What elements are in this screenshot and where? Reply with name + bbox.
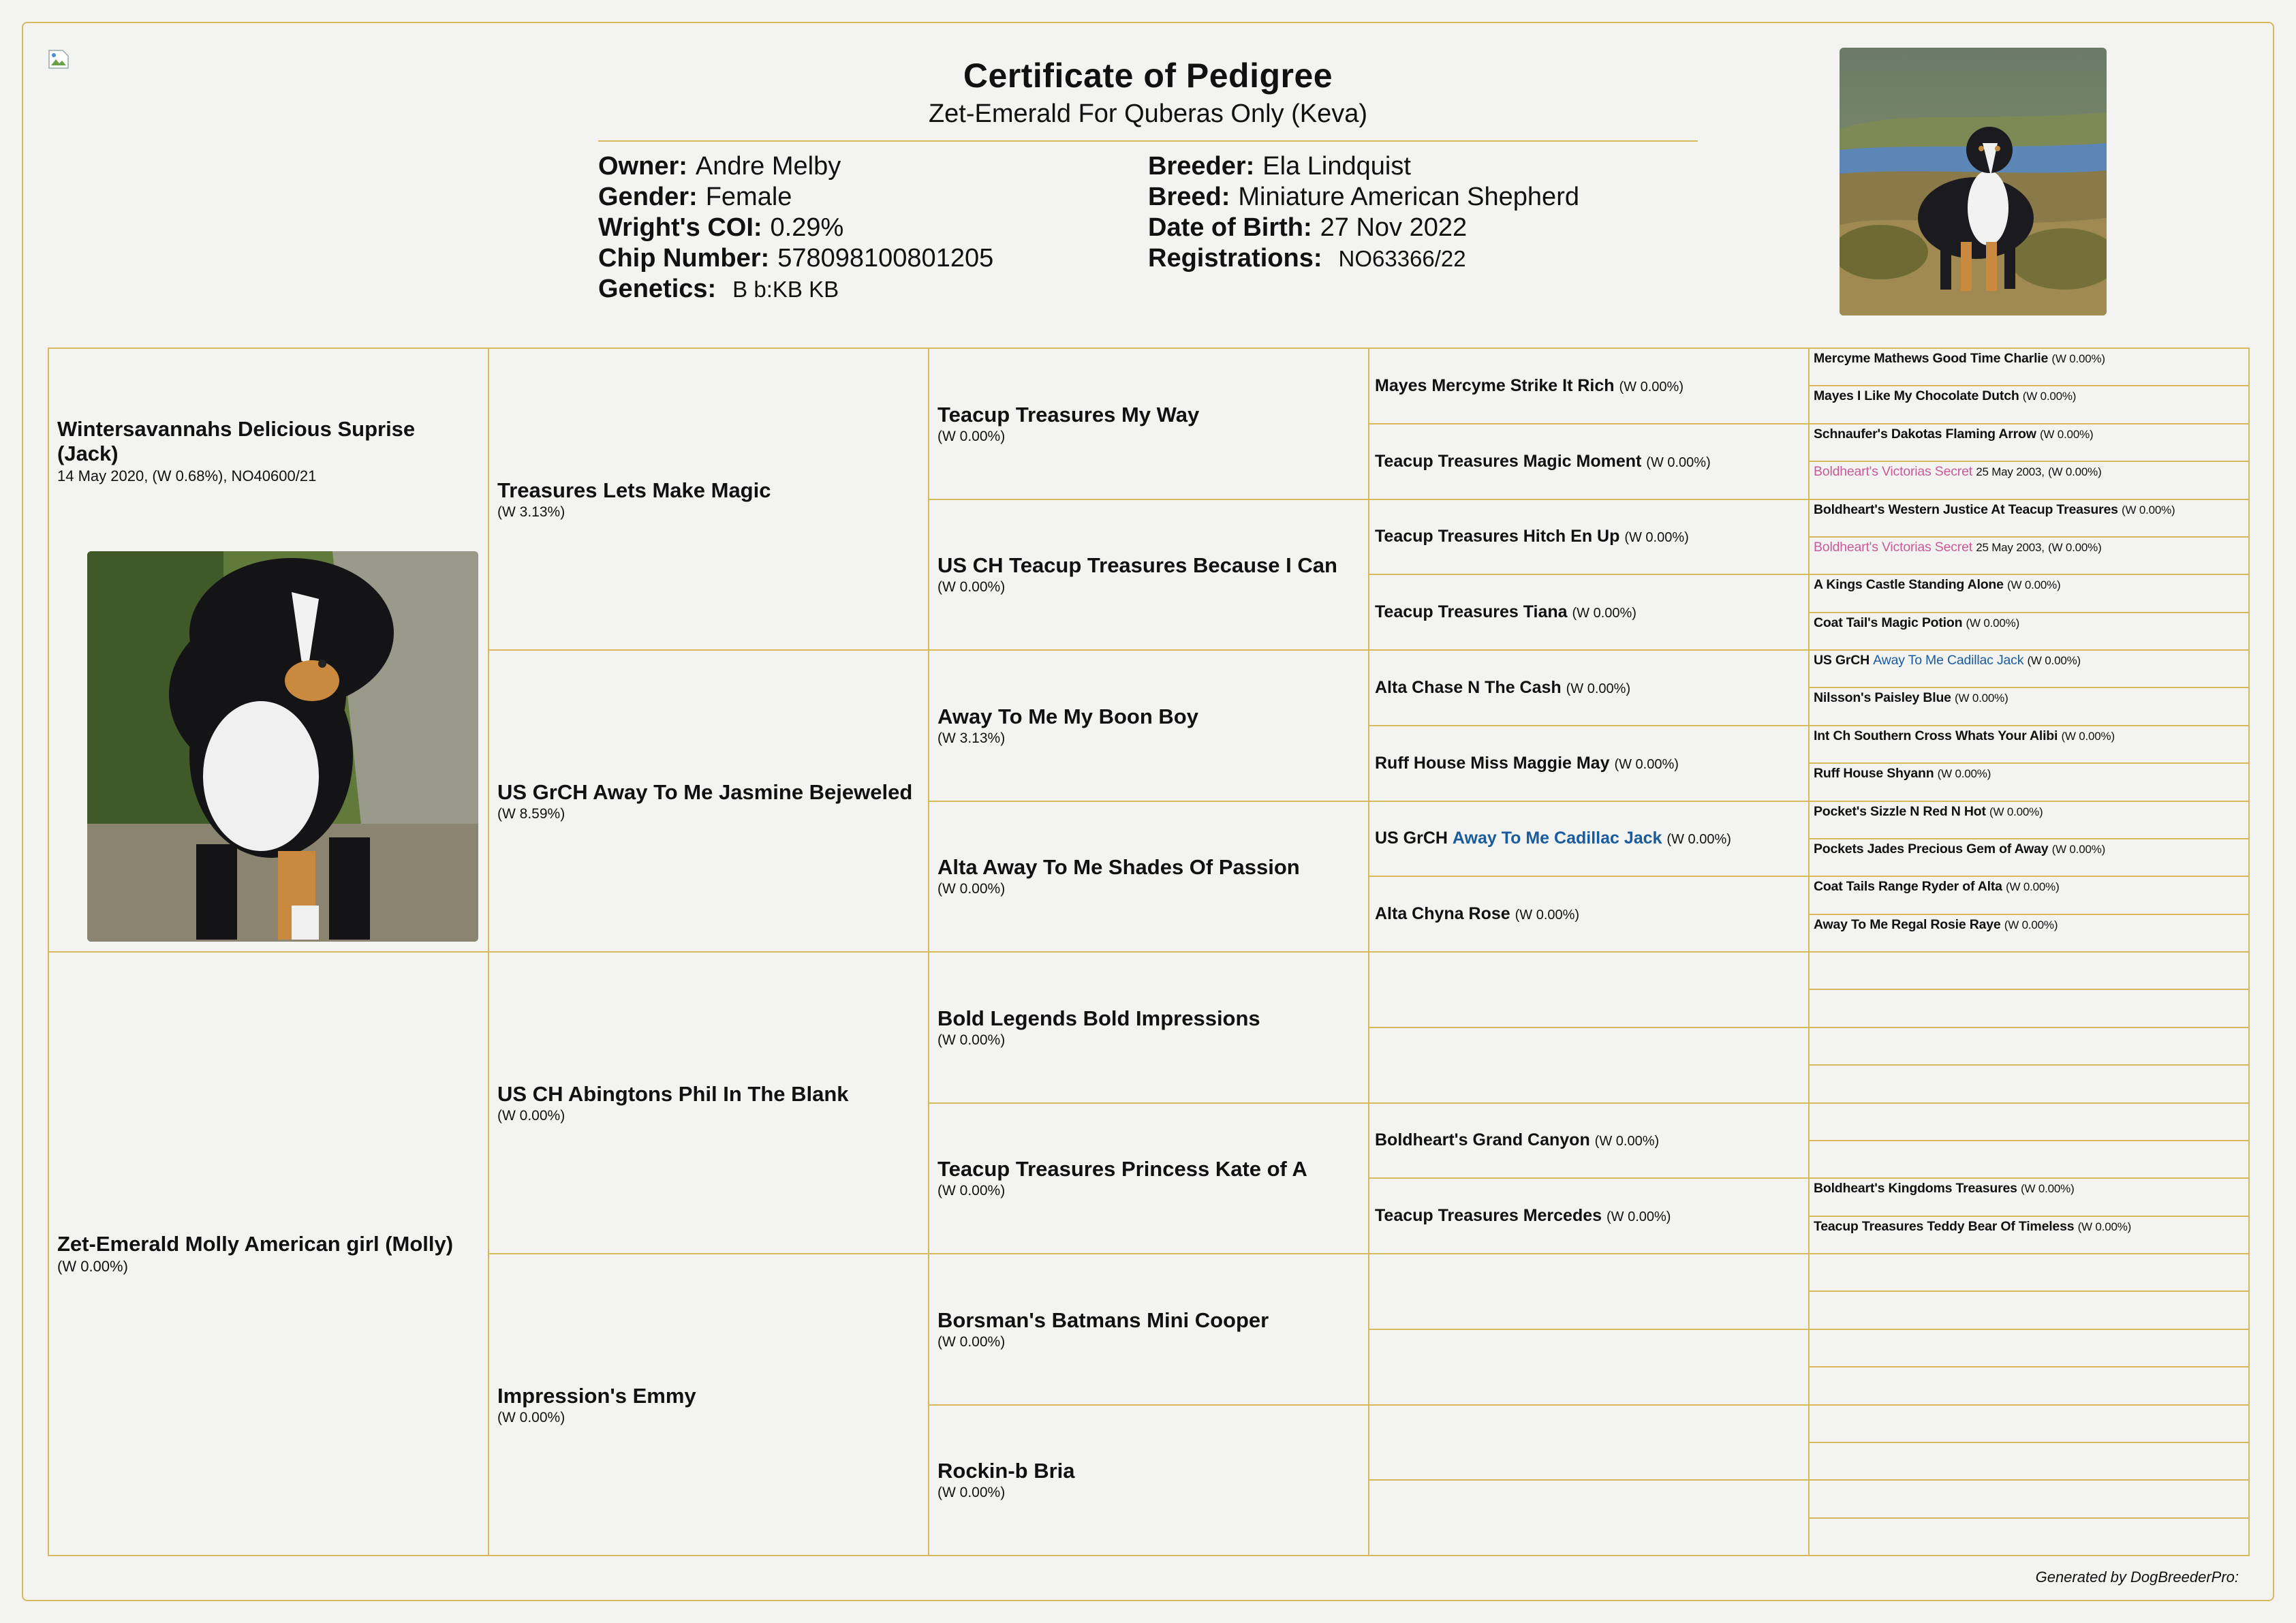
pedigree-cell-gen4: [1368, 649, 1810, 726]
ancestor-name: Boldheart's Grand Canyon: [1375, 1130, 1590, 1150]
ancestor-entry: [1814, 502, 2244, 518]
pedigree-cell-gen4: [1368, 876, 1810, 953]
ancestor-coi: (W 0.00%): [2006, 880, 2060, 894]
ancestor-name: Teacup Treasures Mercedes: [1375, 1206, 1602, 1226]
pedigree-cell-gen5: [1808, 1329, 2250, 1367]
pedigree-cell-gen4: [1368, 499, 1810, 576]
ancestor-entry: [1814, 615, 2244, 631]
breed-row: Breed: Miniature American Shepherd: [1148, 183, 1579, 211]
ancestor-entry: [1814, 653, 2244, 668]
pedigree-cell-gen5: [1808, 762, 2250, 801]
pedigree-cell-gen5: [1808, 1253, 2250, 1292]
ancestor-details: (W 0.00%): [937, 881, 1006, 897]
pedigree-cell-gen5: [1808, 1404, 2250, 1443]
ancestor-coi: (W 0.00%): [2007, 578, 2061, 592]
ancestor-entry: [1814, 427, 2244, 442]
date-of-birth-row: Date of Birth: 27 Nov 2022: [1148, 213, 1468, 242]
ancestor-name: Teacup Treasures My Way: [937, 402, 1200, 427]
ancestor-coi: (W 0.00%): [1572, 606, 1636, 621]
pedigree-cell-gen5: [1808, 1290, 2250, 1329]
pedigree-cell-gen5: [1808, 1102, 2250, 1141]
owner-row: Owner: Andre Melby: [598, 152, 841, 181]
pedigree-table: [48, 347, 2248, 1555]
pedigree-cell-gen4: [1368, 423, 1810, 500]
pedigree-cell-gen5: [1808, 725, 2250, 764]
gender-row: Gender: Female: [598, 183, 792, 211]
ancestor-entry: [1814, 540, 2244, 555]
ancestor-details: (W 3.13%): [497, 504, 565, 520]
pedigree-cell-gen2: [488, 951, 929, 1254]
title-prefix: US GrCH: [1814, 653, 1870, 668]
ancestor-coi: (W 0.00%): [2051, 842, 2106, 856]
pedigree-cell-gen4: [1368, 1253, 1810, 1330]
ancestor-name: Teacup Treasures Tiana: [1375, 602, 1568, 622]
ancestor-name: Boldheart's Western Justice At Teacup Treasures: [1814, 501, 2118, 517]
ancestor-name: Boldheart's Kingdoms Treasures: [1814, 1181, 2017, 1196]
ancestor-coi: (W 0.00%): [2039, 427, 2094, 441]
ancestor-birthdate: 25 May 2003,: [1976, 465, 2045, 479]
pedigree-cell-gen3: [928, 951, 1369, 1104]
ancestor-birthdate: 25 May 2003,: [1976, 540, 2045, 554]
pedigree-cell-gen4: [1368, 1102, 1810, 1179]
ancestor-entry: [1814, 766, 2244, 782]
ancestor-coi: (W 0.00%): [2004, 918, 2058, 931]
ancestor-coi: (W 0.00%): [2048, 465, 2102, 479]
ancestor-name: A Kings Castle Standing Alone: [1814, 577, 2004, 593]
breeder-row: Breeder: Ela Lindquist: [1148, 152, 1411, 181]
pedigree-cell-gen3: [928, 1404, 1369, 1557]
genetics-row: Genetics: B b:KB KB: [598, 275, 839, 303]
ancestor-coi: (W 0.00%): [2051, 352, 2105, 365]
ancestor-entry: [1814, 841, 2244, 857]
ancestor-name: Schnaufer's Dakotas Flaming Arrow: [1814, 426, 2036, 442]
pedigree-cell-gen4: [1368, 1027, 1810, 1104]
ancestor-name: Boldheart's Victorias Secret: [1814, 539, 1972, 555]
pedigree-cell-gen3: [928, 649, 1369, 802]
ancestor-coi: (W 0.00%): [2122, 503, 2175, 516]
ancestor-name: Rockin-b Bria: [937, 1459, 1075, 1483]
pedigree-cell-gen5: [1808, 536, 2250, 575]
ancestor-coi: (W 0.00%): [1955, 692, 2008, 705]
ancestor-name: Away To Me My Boon Boy: [937, 704, 1198, 728]
ancestor-name: Nilsson's Paisley Blue: [1814, 690, 1951, 706]
pedigree-cell-gen5: [1808, 347, 2250, 386]
ancestor-entry: [1375, 754, 1803, 773]
ancestor-name: Teacup Treasures Princess Kate of A: [937, 1157, 1307, 1181]
ancestor-entry: [1375, 829, 1803, 848]
pedigree-cell-gen4: [1368, 1404, 1810, 1481]
pedigree-cell-gen3: [928, 347, 1369, 500]
ancestor-entry: [1814, 879, 2244, 895]
ancestor-name: Impression's Emmy: [497, 1383, 696, 1408]
ancestor-name: Pockets Jades Precious Gem of Away: [1814, 841, 2049, 856]
pedigree-cell-gen5: [1808, 989, 2250, 1027]
ancestor-details: (W 0.00%): [937, 579, 1006, 596]
ancestor-name: Away To Me Cadillac Jack: [1873, 653, 2024, 668]
ancestor-entry: [1814, 728, 2244, 744]
ancestor-name: Mercyme Mathews Good Time Charlie: [1814, 351, 2049, 366]
pedigree-cell-gen5: [1808, 1216, 2250, 1254]
dog-name-subtitle: Zet-Emerald For Quberas Only (Keva): [928, 99, 1368, 128]
sire-photo: [87, 551, 478, 942]
pedigree-cell-gen5: [1808, 1177, 2250, 1216]
ancestor-name: Coat Tail's Magic Potion: [1814, 615, 1963, 630]
pedigree-cell-gen4: [1368, 951, 1810, 1028]
pedigree-cell-gen5: [1808, 499, 2250, 538]
pedigree-cell-gen5: [1808, 914, 2250, 953]
pedigree-cell-gen5: [1808, 385, 2250, 424]
ancestor-coi: (W 0.00%): [2077, 1220, 2132, 1233]
coi-row: Wright's COI: 0.29%: [598, 213, 844, 242]
ancestor-details: (W 0.00%): [497, 1107, 565, 1124]
ancestor-entry: [1814, 1181, 2244, 1196]
pedigree-cell-gen4: [1368, 725, 1810, 802]
ancestor-coi: (W 0.00%): [1666, 832, 1731, 848]
pedigree-cell-gen2: [488, 347, 929, 651]
pedigree-cell-gen5: [1808, 461, 2250, 499]
pedigree-cell-gen5: [1808, 876, 2250, 914]
pedigree-cell-gen5: [1808, 574, 2250, 613]
ancestor-coi: (W 0.00%): [1624, 530, 1689, 546]
ancestor-entry: [1375, 678, 1803, 698]
ancestor-name: Alta Chyna Rose: [1375, 904, 1510, 924]
ancestor-coi: (W 0.00%): [2027, 654, 2081, 667]
ancestor-details: (W 0.00%): [937, 1032, 1006, 1048]
ancestor-coi: (W 0.00%): [2048, 540, 2102, 554]
pedigree-cell-gen5: [1808, 1517, 2250, 1556]
ancestor-entry: [1814, 388, 2244, 404]
ancestor-coi: (W 0.00%): [2061, 729, 2115, 743]
ancestor-entry: [1375, 602, 1803, 622]
ancestor-details: (W 0.00%): [57, 1258, 128, 1275]
chip-number-row: Chip Number: 578098100801205: [598, 244, 994, 273]
ancestor-coi: (W 0.00%): [2022, 390, 2077, 403]
title-prefix: US GrCH: [1375, 829, 1448, 848]
pedigree-cell-gen1: [48, 951, 489, 1556]
ancestor-coi: (W 0.00%): [1607, 1209, 1671, 1225]
pedigree-cell-gen5: [1808, 1140, 2250, 1179]
ancestor-name: Ruff House Miss Maggie May: [1375, 753, 1610, 773]
ancestor-coi: (W 0.00%): [1566, 681, 1631, 696]
ancestor-coi: (W 0.00%): [1989, 805, 2043, 818]
ancestor-details: (W 8.59%): [497, 805, 565, 822]
ancestor-name: Bold Legends Bold Impressions: [937, 1006, 1260, 1030]
ancestor-details: (W 0.00%): [937, 428, 1006, 444]
pedigree-cell-gen5: [1808, 423, 2250, 462]
ancestor-name: Alta Away To Me Shades Of Passion: [937, 855, 1300, 880]
ancestor-name: US CH Abingtons Phil In The Blank: [497, 1081, 849, 1106]
ancestor-coi: (W 0.00%): [1646, 454, 1711, 470]
ancestor-entry: [1375, 904, 1803, 924]
ancestor-name: Mayes Mercyme Strike It Rich: [1375, 375, 1615, 395]
ancestor-details: (W 3.13%): [937, 730, 1006, 746]
ancestor-name: Zet-Emerald Molly American girl (Molly): [57, 1232, 454, 1256]
ancestor-details: 14 May 2020, (W 0.68%), NO40600/21: [57, 467, 317, 484]
ancestor-name: Mayes I Like My Chocolate Dutch: [1814, 388, 2019, 404]
ancestor-coi: (W 0.00%): [1594, 1134, 1660, 1149]
ancestor-entry: [1814, 917, 2244, 933]
ancestor-name: Away To Me Regal Rosie Raye: [1814, 916, 2001, 932]
pedigree-cell-gen5: [1808, 1442, 2250, 1481]
pedigree-cell-gen2: [488, 649, 929, 953]
ancestor-coi: (W 0.00%): [1937, 767, 1991, 781]
ancestor-name: Pocket's Sizzle N Red N Hot: [1814, 803, 1986, 819]
ancestor-coi: (W 0.00%): [1515, 908, 1580, 923]
pedigree-cell-gen5: [1808, 687, 2250, 726]
ancestor-entry: [1814, 351, 2244, 367]
pedigree-cell-gen4: [1368, 801, 1810, 878]
header-divider: [598, 140, 1698, 142]
info-right-column: [1148, 151, 1579, 274]
ancestor-name: Teacup Treasures Hitch En Up: [1375, 527, 1620, 546]
pedigree-cell-gen4: [1368, 1177, 1810, 1254]
ancestor-entry: [1375, 452, 1803, 472]
pedigree-cell-gen5: [1808, 1027, 2250, 1066]
ancestor-coi: (W 0.00%): [2021, 1182, 2075, 1196]
pedigree-cell-gen5: [1808, 801, 2250, 839]
broken-logo-image-icon: [48, 49, 69, 69]
ancestor-name: Treasures Lets Make Magic: [497, 478, 771, 502]
ancestor-name: Teacup Treasures Magic Moment: [1375, 451, 1642, 471]
pedigree-cell-gen4: [1368, 1329, 1810, 1406]
pedigree-cell-gen4: [1368, 574, 1810, 651]
pedigree-cell-gen5: [1808, 838, 2250, 877]
ancestor-name: US GrCH Away To Me Jasmine Bejeweled: [497, 779, 913, 804]
ancestor-name: US CH Teacup Treasures Because I Can: [937, 553, 1337, 578]
dog-photo: [1840, 48, 2107, 315]
ancestor-name: Away To Me Cadillac Jack: [1452, 829, 1662, 848]
ancestor-name: Borsman's Batmans Mini Cooper: [937, 1308, 1269, 1332]
ancestor-details: (W 0.00%): [497, 1409, 565, 1425]
pedigree-cell-gen5: [1808, 951, 2250, 990]
ancestor-entry: [1814, 690, 2244, 706]
ancestor-entry: [1375, 527, 1803, 546]
pedigree-cell-gen4: [1368, 1479, 1810, 1556]
pedigree-cell-gen3: [928, 499, 1369, 651]
pedigree-cell-gen5: [1808, 1366, 2250, 1405]
ancestor-details: (W 0.00%): [937, 1485, 1006, 1501]
ancestor-entry: [1814, 464, 2244, 480]
ancestor-coi: (W 0.00%): [1966, 616, 2020, 630]
pedigree-cell-gen4: [1368, 347, 1810, 424]
ancestor-name: Teacup Treasures Teddy Bear Of Timeless: [1814, 1218, 2075, 1234]
ancestor-name: Wintersavannahs Delicious Suprise (Jack): [57, 417, 416, 465]
pedigree-cell-gen5: [1808, 1064, 2250, 1103]
certificate-title: Certificate of Pedigree: [963, 57, 1333, 95]
ancestor-details: (W 0.00%): [937, 1333, 1006, 1350]
info-left-column: [598, 151, 993, 305]
pedigree-cell-gen5: [1808, 612, 2250, 651]
ancestor-entry: [1814, 577, 2244, 593]
pedigree-cell-gen3: [928, 1253, 1369, 1406]
pedigree-cell-gen5: [1808, 649, 2250, 688]
registrations-row: Registrations: NO63366/22: [1148, 244, 1466, 273]
ancestor-entry: [1375, 1206, 1803, 1226]
ancestor-details: (W 0.00%): [937, 1183, 1006, 1199]
ancestor-name: Coat Tails Range Ryder of Alta: [1814, 879, 2002, 895]
ancestor-entry: [1375, 1130, 1803, 1150]
pedigree-cell-gen3: [928, 1102, 1369, 1255]
pedigree-cell-gen3: [928, 801, 1369, 953]
ancestor-entry: [1814, 804, 2244, 820]
ancestor-name: Ruff House Shyann: [1814, 766, 1934, 782]
pedigree-cell-gen2: [488, 1253, 929, 1556]
ancestor-name: Int Ch Southern Cross Whats Your Alibi: [1814, 728, 2058, 743]
ancestor-coi: (W 0.00%): [1614, 756, 1679, 772]
ancestor-name: Boldheart's Victorias Secret: [1814, 464, 1972, 480]
generator-credit: Generated by DogBreederPro:: [2035, 1568, 2239, 1586]
ancestor-entry: [1375, 376, 1803, 396]
ancestor-coi: (W 0.00%): [1619, 379, 1684, 395]
ancestor-name: Alta Chase N The Cash: [1375, 677, 1562, 697]
ancestor-entry: [1814, 1219, 2244, 1235]
pedigree-cell-gen5: [1808, 1479, 2250, 1518]
